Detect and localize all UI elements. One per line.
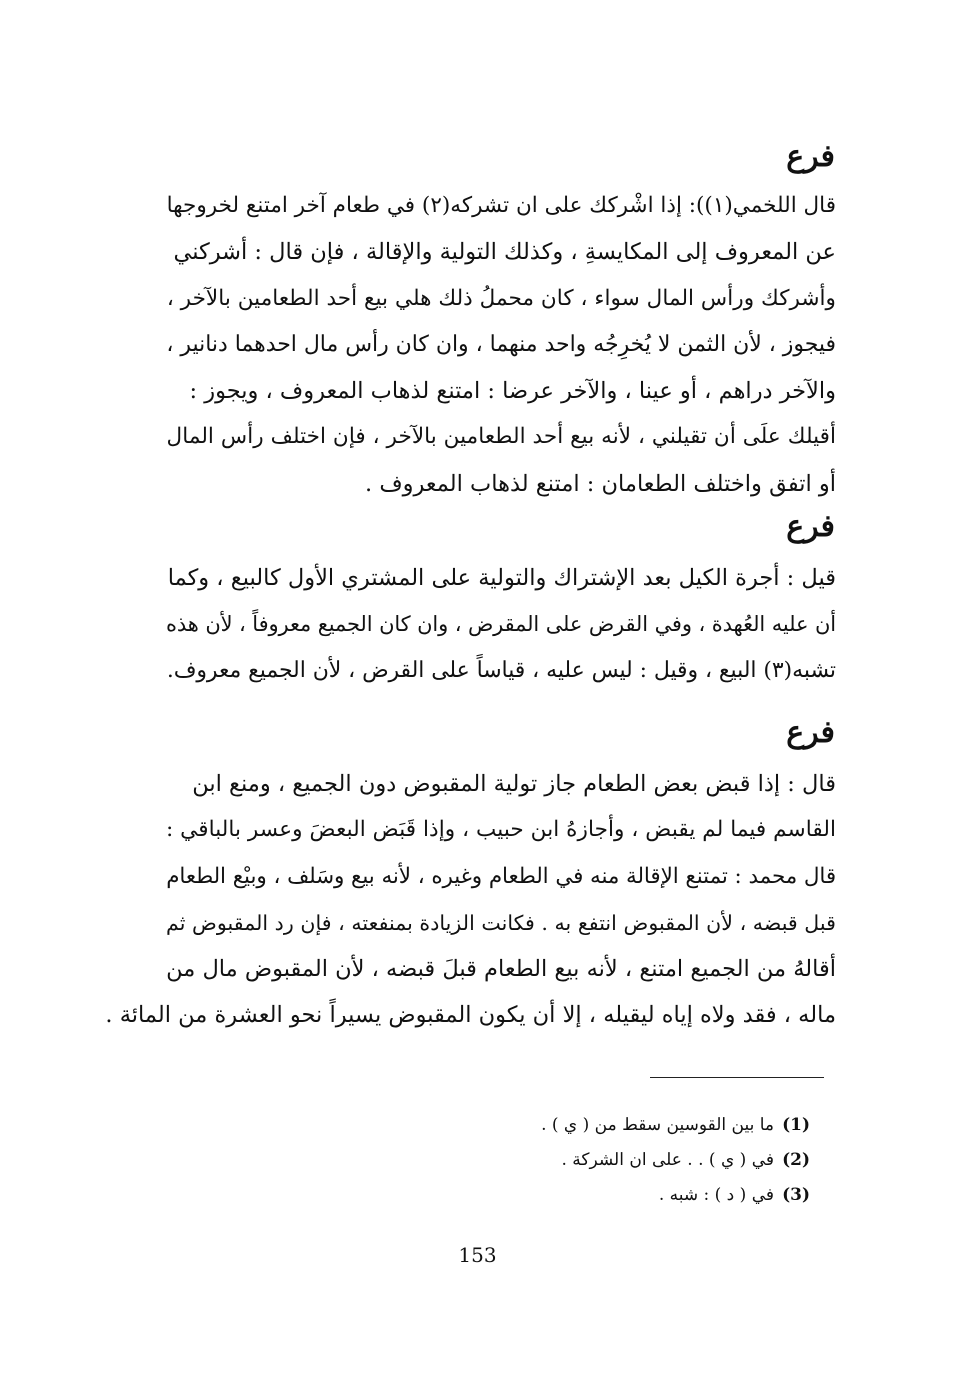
section-heading-3: فرع [786,715,835,750]
footnote-number: (1) [782,1115,810,1135]
footnotes [541,1108,810,1213]
text-line: وأشركك ورأس المال سواء ، كان محملُ ذلك هلي بيع أحد الطعامين بالآخر ، [166,285,836,311]
text-line: قيل : أجرة الكيل بعد الإشتراك والتولية على المشتري الأول كالبيع ، وكما [167,565,836,591]
footnote-divider [650,1077,824,1078]
text-line: أو اتفق واختلف الطعامان : امتنع لذهاب المعروف . [365,470,836,497]
text-line: فيجوز ، لأن الثمن لا يُخرِجُه واحد منهما ، وان كان رأس مال احدهما دنانير ، [166,331,836,357]
section-heading-1: فرع [786,139,835,174]
page-number: 153 [458,1243,497,1267]
text-line: ماله ، فقد ولاه إياه ليقيله ، إلا أن يكون المقبوض يسيراً نحو العشرة من المائة . [105,1002,836,1029]
section-heading-2: فرع [786,509,835,544]
footnote-text: في ( د ) : شبه . [658,1185,774,1205]
footnote-3 [541,1178,810,1213]
text-line: قبل قبضه ، لأن المقبوض انتفع به . فكانت الزيادة بمنفعته ، فإن رد المقبوض ثم [165,910,836,935]
text-line: قال اللخمي(١)): إذا اشْركك على ان تشركه(٢) في طعام آخر امتنع لخروجها [166,193,836,218]
paragraph-2 [166,555,836,694]
text-line: القاسم فيما لم يقبض ، وأجازهُ ابن حبيب ، وإذا قَبَض البعضَ وعسر بالباقي : [165,817,836,843]
footnote-1 [541,1108,810,1143]
footnote-text: ما بين القوسين سقط من ( ي ) . [541,1115,774,1135]
footnote-number: (3) [782,1185,810,1205]
paragraph-3 [105,761,836,1039]
text-line: أن عليه العُهدة ، وفي القرض على المقرض ، وان كان الجميع معروفاً ، لأن هذه [166,612,836,637]
text-line: والآخر دراهم ، أو عينا ، والآخر عرضا : امتنع لذهاب المعروف ، ويجوز : [189,378,836,405]
text-line: تشبه(٣) البيع ، وقيل : ليس عليه ، قياساً على القرض ، لأن الجميع معروف. [166,657,836,683]
footnote-2 [541,1143,810,1178]
text-line: أقيلك علَى أن تقيلني ، لأنه بيع أحد الطعامين بالآخر ، فإن اختلف رأس المال [166,424,836,450]
footnote-text: في ( ي ) . . على ان الشركة . [561,1150,774,1170]
text-line: أقالهُ من الجميع امتنع ، لأنه بيع الطعام قبلَ قبضه ، لأن المقبوض مال من [166,956,836,983]
paragraph-1 [166,183,836,507]
text-line: عن المعروف إلى المكايسةِ ، وكذلك التولية والإقالة ، فإن قال : أشركني [173,239,836,266]
footnote-number: (2) [782,1150,810,1170]
text-line: قال : إذا قبض بعض الطعام جاز تولية المقبوض دون الجميع ، ومنع ابن [192,771,836,797]
text-line: قال محمد : تمتنع الإقالة منه في الطعام وغيره ، لأنه بيع وسَلف ، وبيْع الطعام [166,863,836,889]
